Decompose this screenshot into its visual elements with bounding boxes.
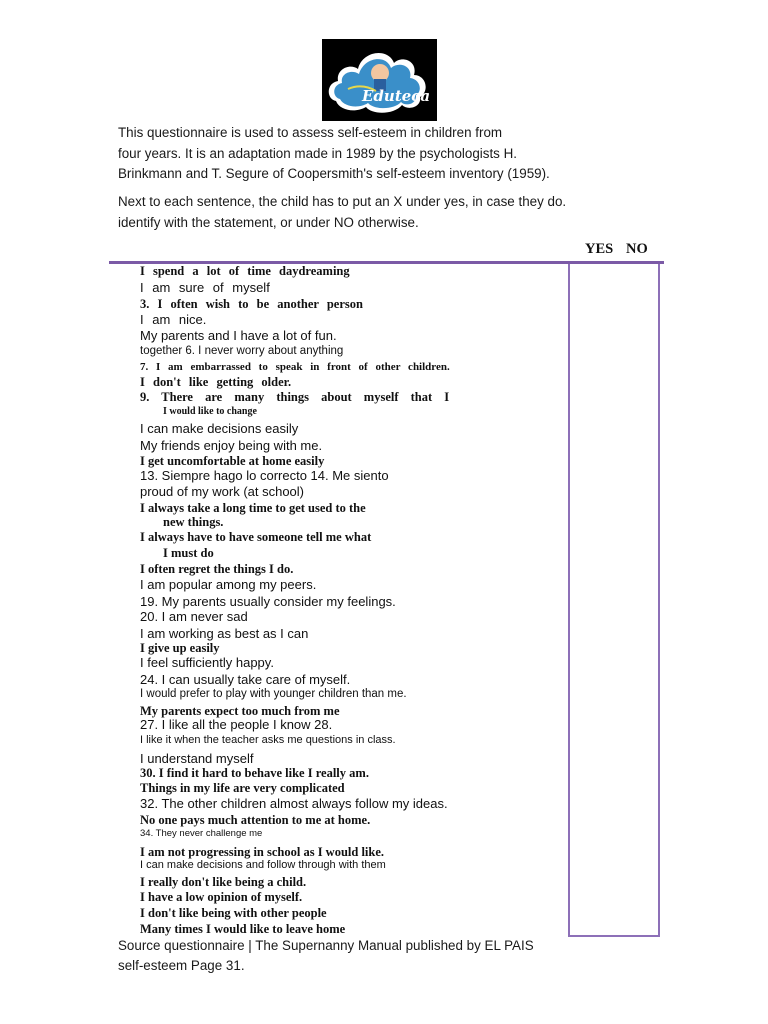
question-line: I spend a lot of time daydreaming [140, 264, 350, 278]
question-line-continued: I would like to change [163, 406, 257, 417]
question-line: I understand myself [140, 751, 254, 766]
question-line: I get uncomfortable at home easily [140, 454, 325, 468]
question-line: 32. The other children almost always follow my ideas. [140, 796, 448, 811]
question-line: 13. Siempre hago lo correcto 14. Me siento [140, 468, 389, 483]
question-line: I have a low opinion of myself. [140, 890, 303, 904]
question-line: No one pays much attention to me at home. [140, 813, 371, 827]
question-line: 19. My parents usually consider my feelings. [140, 594, 396, 609]
answer-column-box[interactable] [568, 264, 660, 937]
intro-paragraph [118, 123, 550, 185]
question-line: My friends enjoy being with me. [140, 438, 323, 453]
question-line: 3. I often wish to be another person [140, 297, 363, 311]
question-line: I always take a long time to get used to the [140, 501, 366, 515]
logo-text: Eduteca [362, 87, 431, 105]
question-line: Many times I would like to leave home [140, 922, 346, 936]
question-line: I am sure of myself [140, 280, 270, 295]
question-line: 34. They never challenge me [140, 828, 263, 839]
question-line: 9. There are many things about myself that I [140, 390, 450, 404]
question-line: together 6. I never worry about anything [140, 345, 344, 357]
question-line-continued: new things. [163, 515, 224, 529]
question-line: I really don't like being a child. [140, 875, 307, 889]
question-line: I would prefer to play with younger children than me. [140, 688, 407, 700]
question-line: I feel sufficiently happy. [140, 655, 274, 670]
question-line: My parents and I have a lot of fun. [140, 328, 337, 343]
yes-column-header: YES [585, 241, 614, 257]
question-line: Things in my life are very complicated [140, 781, 345, 795]
question-line: I am not progressing in school as I would like. [140, 845, 385, 859]
eduteca-logo [322, 39, 437, 121]
no-column-header: NO [626, 241, 648, 257]
intro-line: This questionnaire is used to assess self-esteem in children from [118, 125, 503, 140]
question-line-continued: I must do [163, 546, 214, 560]
question-line: proud of my work (at school) [140, 484, 305, 499]
question-line: I always have to have someone tell me what [140, 530, 372, 544]
question-line: I don't like getting older. [140, 375, 292, 389]
instructions-line: identify with the statement, or under NO otherwise. [118, 214, 419, 230]
question-line: I am working as best as I can [140, 626, 309, 641]
question-line: I am popular among my peers. [140, 577, 317, 592]
question-line: 7. I am embarrassed to speak in front of other children. [140, 361, 450, 373]
question-line: I am nice. [140, 312, 207, 327]
question-line: 27. I like all the people I know 28. [140, 717, 333, 732]
question-line: 30. I find it hard to behave like I really am. [140, 766, 369, 780]
question-line: My parents expect too much from me [140, 704, 340, 718]
question-line: 20. I am never sad [140, 609, 248, 624]
instructions-line: Next to each sentence, the child has to put an X under yes, in case they do. [118, 194, 567, 209]
question-line: I can make decisions and follow through with them [140, 859, 386, 871]
question-line: I don't like being with other people [140, 906, 327, 920]
intro-line: four years. It is an adaptation made in 1989 by the psychologists H. [118, 145, 517, 161]
footer-line: self-esteem Page 31. [118, 957, 245, 973]
question-line: I like it when the teacher asks me questions in class. [140, 734, 396, 746]
source-footer [118, 936, 534, 975]
question-line: I often regret the things I do. [140, 562, 294, 576]
question-line: I give up easily [140, 641, 220, 655]
logo-graphic [322, 39, 437, 121]
intro-line: Brinkmann and T. Segure of Coopersmith's self-esteem inventory (1959). [118, 166, 550, 181]
question-line: 24. I can usually take care of myself. [140, 672, 351, 687]
instructions-paragraph [118, 192, 566, 233]
question-line: I can make decisions easily [140, 421, 299, 436]
footer-line: Source questionnaire | The Supernanny Manual published by EL PAIS [118, 938, 534, 953]
